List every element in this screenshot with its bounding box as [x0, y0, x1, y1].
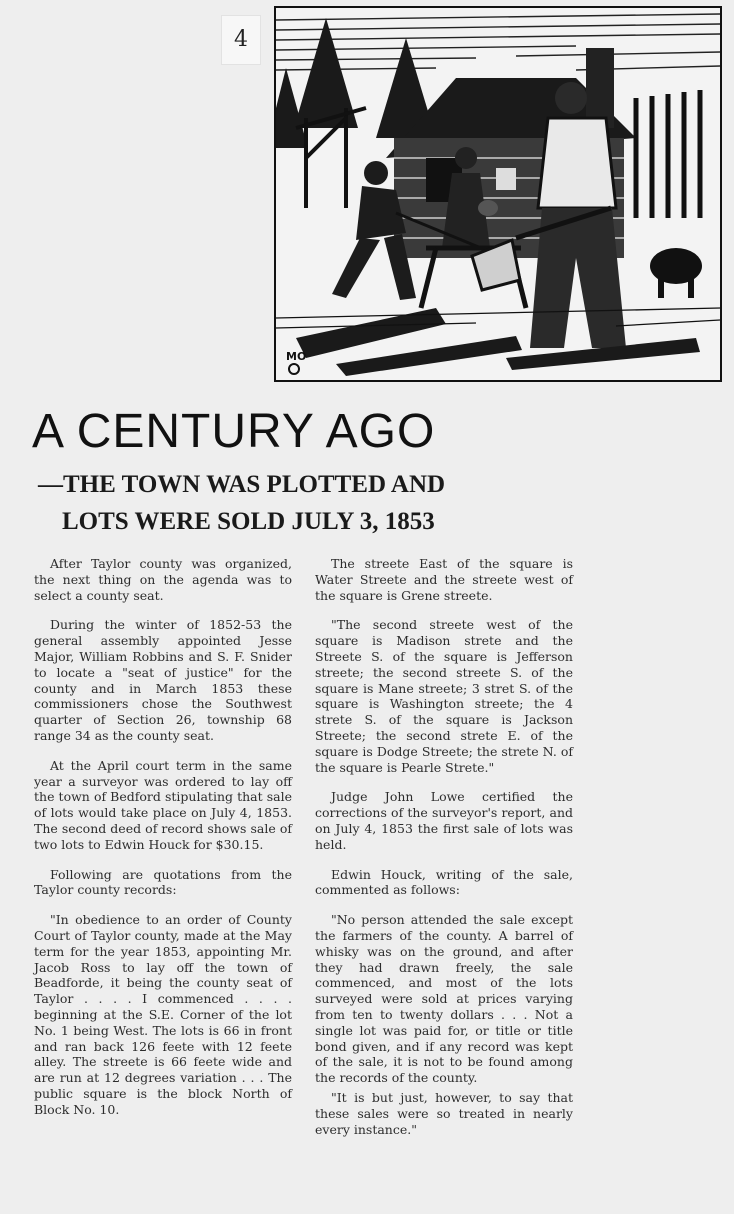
- page-number: 4: [222, 16, 260, 64]
- paragraph: The streete East of the square is Water Streete and the streete west of the square is Grene streete.: [315, 556, 573, 603]
- svg-text:MO: MO: [286, 350, 307, 363]
- paragraph: During the winter of 1852-53 the general assembly appointed Jesse Major, William Robbins and S. F. Snider to locate a "seat of justice" for the county and in March 1853 these commissioners chose the Southwest quarter of Section 26, township 68 range 34 as the county seat.: [34, 617, 292, 743]
- headline: A CENTURY AGO: [32, 405, 436, 458]
- subheadline-line-2: LOTS WERE SOLD JULY 3, 1853: [62, 508, 435, 535]
- left-column: [34, 556, 292, 1132]
- paragraph: After Taylor county was organized, the next thing on the agenda was to select a county seat.: [34, 556, 292, 603]
- paragraph: Edwin Houck, writing of the sale, commented as follows:: [315, 866, 573, 898]
- paragraph: "It is but just, however, to say that these sales were so treated in nearly every instance.": [315, 1089, 573, 1137]
- paragraph: "In obedience to an order of County Court of Taylor county, made at the May term for the year 1853, appointing Mr. Jacob Ross to lay off the town of Beadforde, it being the county seat of Taylor . . . . I commenced . . . . beginning at the S.E. Corner of the lot No. 1 being West. The lots is 66 in front and ran back 126 feete with 12 feete alley. The streete is 66 feete wide and are run at 12 degrees variation . . . The public square is the block North of Block No. 10.: [34, 912, 292, 1117]
- paragraph: "The second streete west of the square is Madison strete and the Streete S. of the square is Jefferson streete; the second streete S. of the square is Mane streete; 3 stret S. of the square is Washington streete; the 4 strete S. of the square is Jackson Streete; the second strete E. of the square is Dodge Streete; the strete N. of the square is Pearle Strete.": [315, 617, 573, 775]
- woodcut-illustration: [274, 6, 722, 382]
- paragraph: Judge John Lowe certified the corrections of the surveyor's report, and on July 4, 1853 the first sale of lots was held.: [315, 789, 573, 852]
- paragraph: Following are quotations from the Taylor county records:: [34, 866, 292, 898]
- subheadline-line-1: —THE TOWN WAS PLOTTED AND: [38, 471, 446, 498]
- pioneer-scene-image: [276, 8, 720, 380]
- paragraph: At the April court term in the same year a surveyor was ordered to lay off the town of Bedford stipulating that sale of lots would take place on July 4, 1853. The second deed of record shows sale of two lots to Edwin Houck for $30.15.: [34, 757, 292, 852]
- right-column: [315, 556, 573, 1151]
- paragraph: "No person attended the sale except the farmers of the county. A barrel of whisky was on the ground, and after they had drawn freely, the sale commenced, and most of the lots surveyed were sold at prices varying from ten to twenty dollars . . . Not a single lot was paid for, or title or title bond given, and if any record was kept of the sale, it is not to be found among the records of the county.: [315, 912, 573, 1086]
